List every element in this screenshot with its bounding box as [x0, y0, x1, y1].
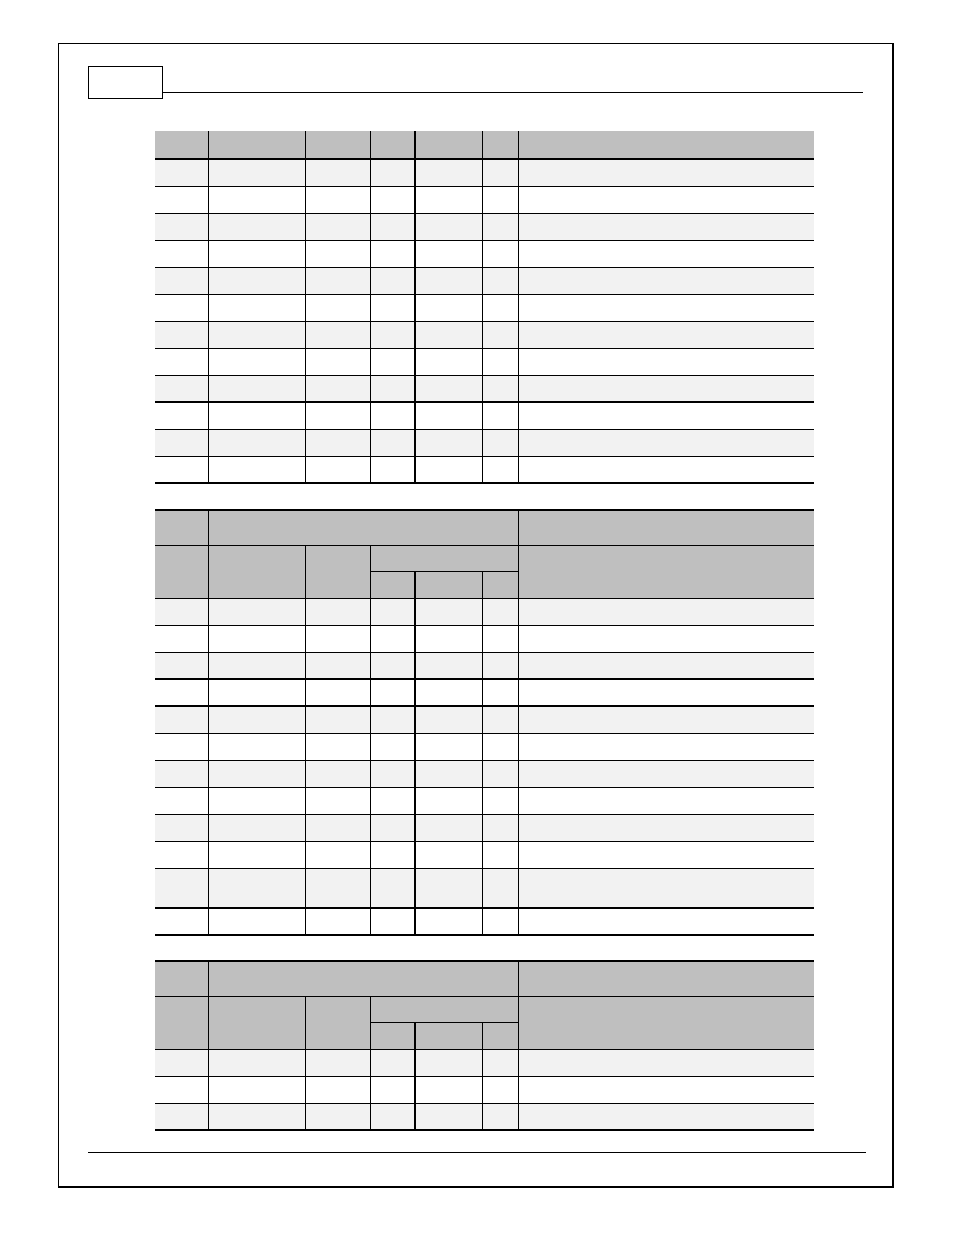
table-row — [155, 1076, 814, 1103]
table-header-row — [155, 131, 814, 159]
table-row — [155, 240, 814, 267]
table-header-row — [155, 545, 814, 571]
table-row — [155, 652, 814, 679]
header-cell — [155, 510, 208, 545]
header-cell — [518, 510, 814, 545]
header-group-cell — [370, 545, 518, 571]
table-3 — [155, 960, 814, 1131]
footer-rule — [88, 1152, 866, 1153]
header-cell — [208, 545, 305, 598]
header-cell — [155, 131, 208, 159]
header-cell — [305, 545, 370, 598]
table-row — [155, 186, 814, 213]
header-cell — [155, 996, 208, 1049]
table-row — [155, 402, 814, 429]
table-row — [155, 625, 814, 652]
table-row — [155, 908, 814, 935]
header-cell — [482, 1022, 518, 1049]
header-cell — [518, 996, 814, 1049]
header-cell — [415, 571, 482, 598]
table-row — [155, 787, 814, 814]
table-2 — [155, 509, 814, 936]
header-cell — [155, 545, 208, 598]
header-cell — [208, 131, 305, 159]
header-rule — [163, 92, 863, 93]
header-cell — [415, 1022, 482, 1049]
table-row — [155, 868, 814, 908]
table-row — [155, 706, 814, 733]
header-cell — [305, 996, 370, 1049]
table-row — [155, 814, 814, 841]
header-cell — [518, 131, 814, 159]
header-cell — [370, 1022, 415, 1049]
header-cell — [305, 131, 370, 159]
table-row — [155, 429, 814, 456]
table-row — [155, 760, 814, 787]
table-header-row — [155, 510, 814, 545]
header-cell — [518, 961, 814, 996]
table-header-row — [155, 996, 814, 1022]
table-row — [155, 267, 814, 294]
header-cell — [518, 545, 814, 598]
table-1 — [155, 131, 814, 484]
header-page-box — [88, 66, 163, 99]
header-group-cell — [208, 510, 518, 545]
table-row — [155, 321, 814, 348]
header-group-cell — [208, 961, 518, 996]
table-row — [155, 679, 814, 706]
header-cell — [482, 571, 518, 598]
header-cell — [482, 131, 518, 159]
header-cell — [370, 571, 415, 598]
table-row — [155, 375, 814, 402]
table-row — [155, 1103, 814, 1130]
header-group-cell — [370, 996, 518, 1022]
table-row — [155, 213, 814, 240]
header-cell — [415, 131, 482, 159]
table-row — [155, 348, 814, 375]
table-row — [155, 733, 814, 760]
table-row — [155, 598, 814, 625]
table-header-row — [155, 961, 814, 996]
header-cell — [370, 131, 415, 159]
table-row — [155, 1049, 814, 1076]
table-row — [155, 294, 814, 321]
table-row — [155, 159, 814, 186]
table-row — [155, 456, 814, 483]
table-row — [155, 841, 814, 868]
header-cell — [208, 996, 305, 1049]
header-cell — [155, 961, 208, 996]
